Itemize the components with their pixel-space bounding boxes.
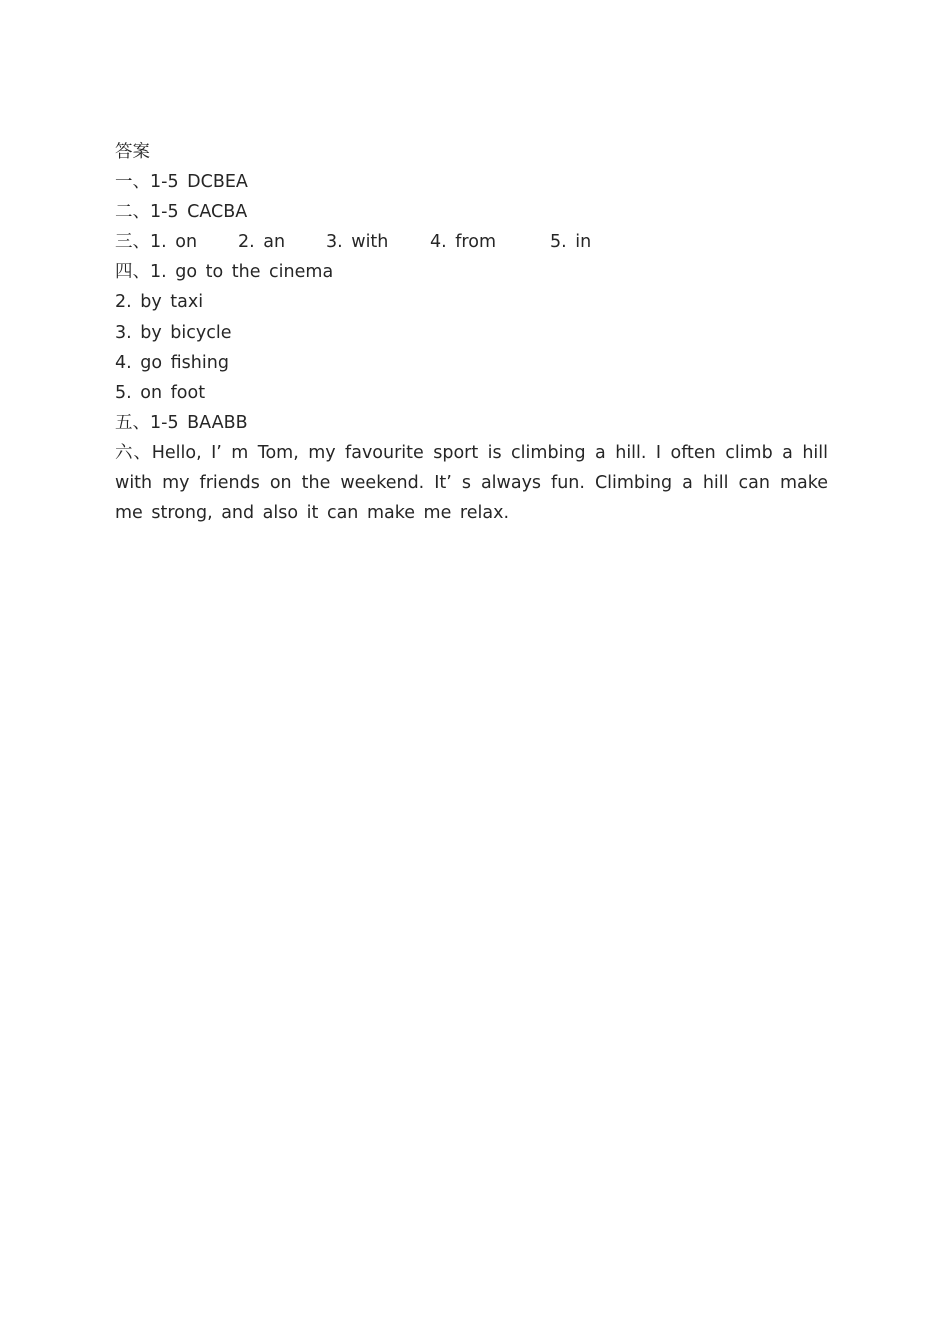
- section-4-item-4: 4. go fishing: [115, 352, 229, 373]
- section-4-item-5: 5. on foot: [115, 382, 206, 403]
- section-3-item-5: 5. in: [550, 232, 592, 253]
- section-4-item-2: 2. by taxi: [115, 292, 204, 313]
- answer-title: 答案: [115, 142, 150, 162]
- section-3-item-1: 1. on: [150, 232, 198, 253]
- section-3-item-2: 2. an: [238, 232, 286, 253]
- section-4-first: 四、1. go to the cinema: [115, 262, 334, 283]
- section-1-answers: 一、1-5 DCBEA: [115, 172, 248, 193]
- section-3-item-4: 4. from: [430, 232, 496, 253]
- section-3-item-3: 3. with: [326, 232, 389, 253]
- section-2-answers: 二、1-5 CACBA: [115, 202, 248, 223]
- section-3-answers: [115, 227, 828, 257]
- section-6-writing: 六、Hello, I’ m Tom, my favourite sport is climbing a hill. I often climb a hill with my friends on the weekend. It’ s always fun. Climbing a hill can make me strong, and also it can make me relax.: [115, 442, 828, 524]
- answer-document: [115, 137, 828, 528]
- section-5-answers: 五、1-5 BAABB: [115, 412, 248, 433]
- section-3-prefix: 三、: [115, 232, 150, 253]
- section-4-item-3: 3. by bicycle: [115, 322, 232, 343]
